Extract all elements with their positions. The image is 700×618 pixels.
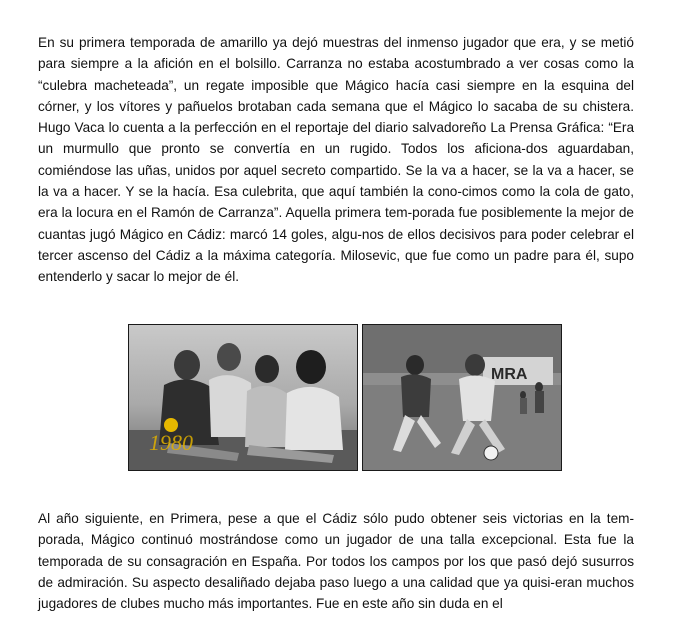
paragraph-second-season: Al año siguiente, en Primera, pese a que el Cádiz sólo pudo obtener seis victorias en la tem-porada, Mágico continuó mostrándose como un jugador de una talla excepcional. Esta fue la temporada de su consagración en España. Por todos los campos por los que pasó dejó susurros de admiración. Su aspecto desaliñado dejaba paso luego a una calidad que ya quisi-eran muchos jugadores de clubes mucho más importantes. Fue en este año sin duda en el <box>38 511 634 612</box>
football-icon <box>484 446 498 460</box>
paragraph-intro: En su primera temporada de amarillo ya dejó muestras del inmenso jugador que era, y se metió para siempre a la afición en el bolsillo. Carranza no estaba acostumbrado a ver cosas como la “culebra macheteada”, un regate imposible que Mágico hacía casi siempre en la esquina del córner, y los vítores y pañuelos brotaban cada semana que el Mágico lo sacaba de su chistera. Hugo Vaca lo cuenta a la perfección en el reportaje del diario salvadoreño La Prensa Gráfica: “Era un murmullo que pronto se convertía en un rugido. Todos los aficiona-dos aguardaban, comiéndose las uñas, unidos por aquel secreto compartido. Se la va a hacer, se la va a hacer, se la va a hacer. Y se la hacía. Esa culebrita, que aquí también la cono-cimos como la cola de gato, era la locura en el Ramón de Carranza”. Aquella primera tem-porada fue posiblemente la mejor de cuantas jugó Mágico en Cádiz: marcó 14 goles, algu-nos de ellos decisivos para poder celebrar el tercer ascenso del Cádiz a la máxima categoría. Milosevic, que fue como un padre para él, supo entenderlo y sacar lo mejor de él. <box>38 35 634 285</box>
photo-players-sitting-image <box>129 325 357 470</box>
photo-training-ball-image <box>363 325 561 470</box>
stadium-billboard-text: MRA <box>491 366 528 383</box>
photo-training-ball <box>362 324 562 471</box>
photo-players-sitting <box>128 324 358 471</box>
photo-watermark-year: 1980 <box>149 430 193 455</box>
